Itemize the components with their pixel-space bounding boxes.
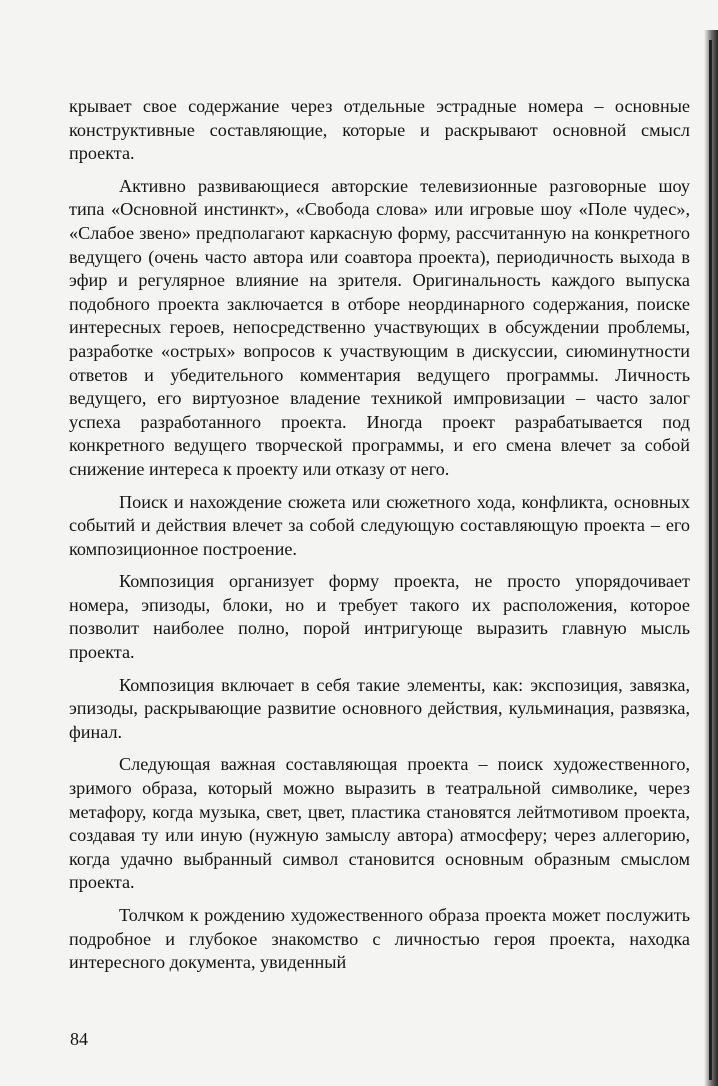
body-text [69, 95, 690, 984]
book-edge-line [709, 40, 712, 1080]
page-number: 84 [70, 1029, 88, 1049]
paragraph-6: Следующая важная составляющая проекта – поиск художественного, зримого образа, который можно выразить в театральной символике, через метафору, когда музыка, свет, цвет, пластика становятся лейтмотивом проекта, создавая ту или иную (нужную замыслу автора) атмосферу; через аллегорию, когда удачно выбранный символ становится основным образным смыслом проекта. [69, 754, 690, 893]
paragraph-3: Поиск и нахождение сюжета или сюжетного хода, конфликта, основных событий и действия влечет за собой следующую составляющую проекта – его композиционное построение. [69, 491, 690, 559]
paragraph-5: Композиция включает в себя такие элементы, как: экспозиция, завязка, эпизоды, раскрывающие развитие основного действия, кульминация, развязка, финал. [69, 674, 690, 742]
paragraph-1: крывает свое содержание через отдельные эстрадные номера – основные конструктивные составляющие, которые и раскрывают основной смысл проекта. [69, 96, 690, 164]
paragraph-4: Композиция организует форму проекта, не просто упорядочивает номера, эпизоды, блоки, но и требует такого их расположения, которое позволит наиболее полно, порой интригующе выразить главную мысль проекта. [69, 571, 690, 663]
paragraph-7: Толчком к рождению художественного образа проекта может послужить подробное и глубокое знакомство с личностью героя проекта, находка интересного документа, увиденный [69, 905, 690, 973]
paragraph-2: Активно развивающиеся авторские телевизионные разговорные шоу типа «Основной инстинкт», «Свобода слова» или игровые шоу «Поле чудес», «Слабое звено» предполагают каркасную форму, рассчитанную на конкретного ведущего (очень часто автора или соавтора проекта), периодичность выхода в эфир и регулярное влияние на зрителя. Оригинальность каждого выпуска подобного проекта заключается в отборе неординарного содержания, поиске интересных героев, непосредственно участвующих в обсуждении проблемы, разработке «острых» вопросов к участвующим в дискуссии, сиюминутности ответов и убедительного комментария ведущего программы. Личность ведущего, его виртуозное владение техникой импровизации – часто залог успеха разработанного проекта. Иногда проект разрабатывается под конкретного ведущего творческой программы, и его смена влечет за собой снижение интереса к проекту или отказу от него. [69, 175, 690, 479]
